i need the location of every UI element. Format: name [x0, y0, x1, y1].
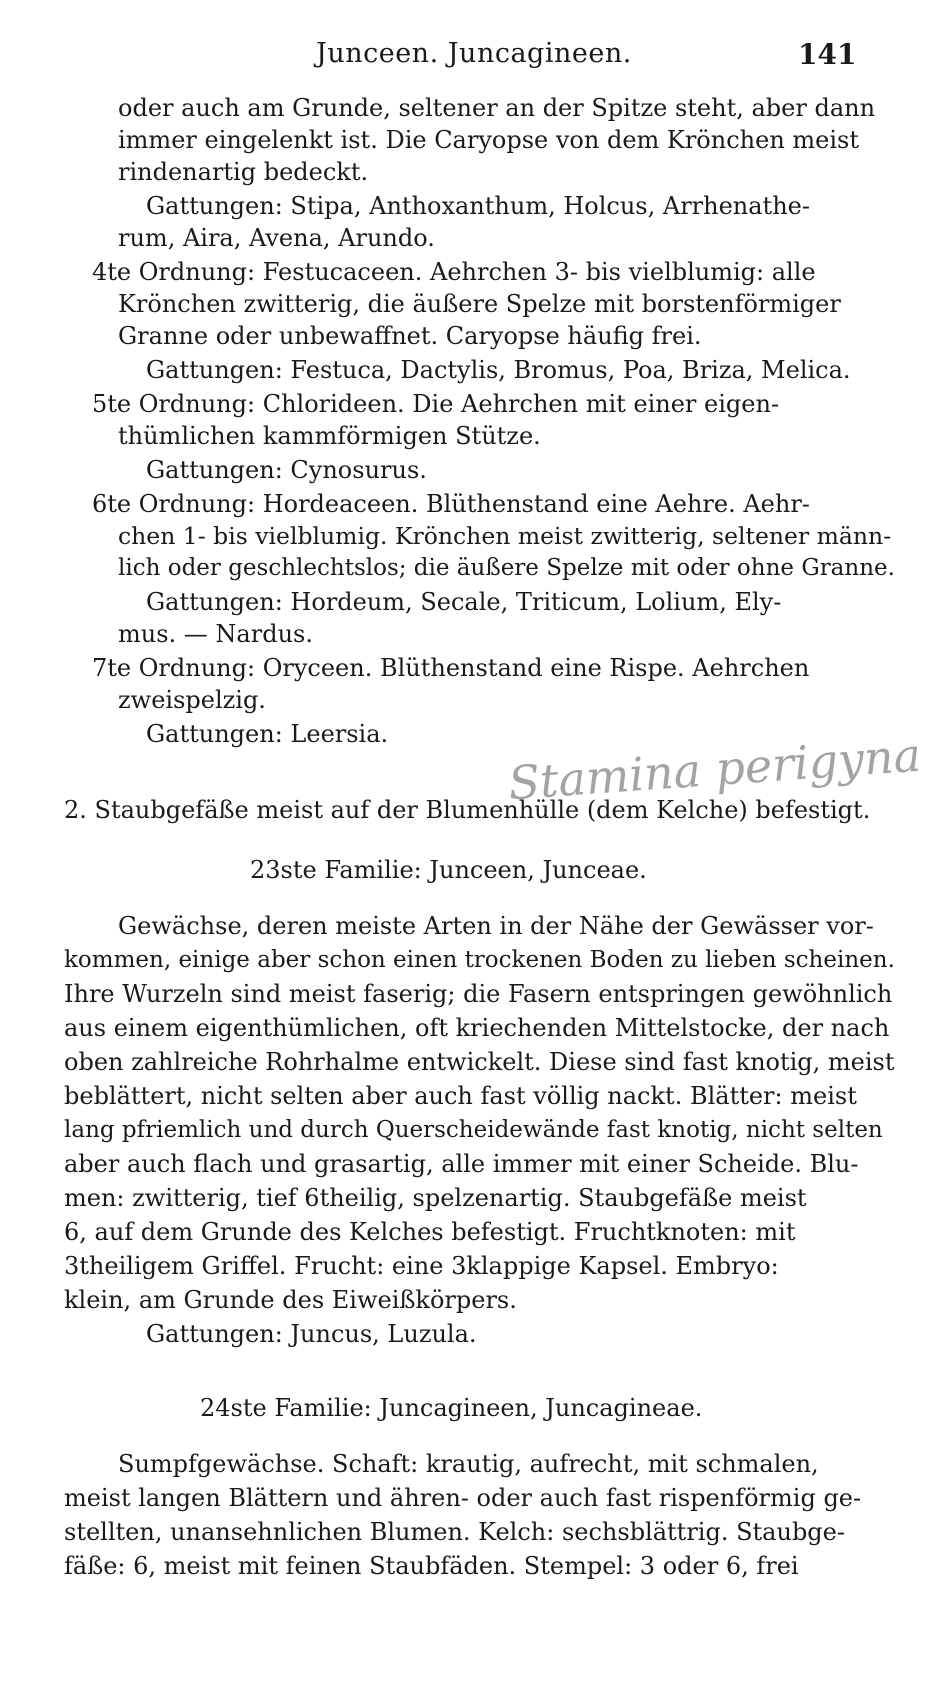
text-line: mus. — Nardus.: [118, 620, 313, 648]
genera-line: Gattungen: Leersia.: [146, 720, 389, 748]
page-number: 141: [798, 38, 857, 71]
text-line: Krönchen zwitterig, die äußere Spelze mit borstenförmiger: [118, 290, 841, 318]
page-header: [0, 38, 930, 78]
text-line: men: zwitterig, tief 6theilig, spelzenartig. Staubgefäße meist: [64, 1184, 807, 1212]
text-line: klein, am Grunde des Eiweißkörpers.: [64, 1286, 517, 1314]
text-line: lang pfriemlich und durch Querscheidewände fast knotig, nicht selten: [64, 1117, 883, 1143]
text-line: stellten, unansehnlichen Blumen. Kelch: sechsblättrig. Staubge-: [64, 1518, 845, 1546]
section-heading: 2. Staubgefäße meist auf der Blumenhülle (dem Kelche) befestigt.: [64, 796, 871, 824]
handwritten-annotation: Stamina perigyna: [506, 727, 923, 811]
order-heading: 5te Ordnung: Chlorideen. Die Aehrchen mit einer eigen-: [92, 390, 780, 418]
text-line: chen 1- bis vielblumig. Krönchen meist zwitterig, seltener männ-: [118, 522, 892, 550]
text-line: thümlichen kammförmigen Stütze.: [118, 422, 541, 450]
genera-line: Gattungen: Stipa, Anthoxanthum, Holcus, Arrhenathe-: [146, 192, 810, 220]
family-heading: 24ste Familie: Juncagineen, Juncagineae.: [200, 1394, 703, 1422]
genera-line: Gattungen: Hordeum, Secale, Triticum, Lolium, Ely-: [146, 588, 782, 616]
text-line: lich oder geschlechtslos; die äußere Spelze mit oder ohne Granne.: [118, 555, 895, 581]
text-line: zweispelzig.: [118, 686, 266, 714]
text-line: rum, Aira, Avena, Arundo.: [118, 224, 435, 252]
running-head: Junceen. Juncagineen.: [316, 38, 632, 69]
text-line: oder auch am Grunde, seltener an der Spitze steht, aber dann: [118, 94, 876, 122]
genera-line: Gattungen: Juncus, Luzula.: [146, 1320, 477, 1348]
text-line: 3theiligem Griffel. Frucht: eine 3klappige Kapsel. Embryo:: [64, 1252, 779, 1280]
order-heading: 6te Ordnung: Hordeaceen. Blüthenstand eine Aehre. Aehr-: [92, 490, 810, 518]
order-heading: 7te Ordnung: Oryceen. Blüthenstand eine Rispe. Aehrchen: [92, 654, 810, 682]
text-line: meist langen Blättern und ähren- oder auch fast rispenförmig ge-: [64, 1484, 862, 1512]
text-line: Sumpfgewächse. Schaft: krautig, aufrecht, mit schmalen,: [118, 1450, 819, 1478]
text-line: oben zahlreiche Rohrhalme entwickelt. Diese sind fast knotig, meist: [64, 1048, 895, 1076]
genera-line: Gattungen: Cynosurus.: [146, 456, 427, 484]
text-line: immer eingelenkt ist. Die Caryopse von dem Krönchen meist: [118, 126, 859, 154]
text-line: beblättert, nicht selten aber auch fast völlig nackt. Blätter: meist: [64, 1082, 857, 1110]
text-line: fäße: 6, meist mit feinen Staubfäden. Stempel: 3 oder 6, frei: [64, 1552, 799, 1580]
text-line: 6, auf dem Grunde des Kelches befestigt. Fruchtknoten: mit: [64, 1218, 796, 1246]
family-heading: 23ste Familie: Junceen, Junceae.: [250, 856, 647, 884]
text-line: Gewächse, deren meiste Arten in der Nähe der Gewässer vor-: [118, 912, 874, 940]
text-line: aus einem eigenthümlichen, oft kriechenden Mittelstocke, der nach: [64, 1014, 890, 1042]
text-line: Ihre Wurzeln sind meist faserig; die Fasern entspringen gewöhnlich: [64, 980, 893, 1008]
genera-line: Gattungen: Festuca, Dactylis, Bromus, Poa, Briza, Melica.: [146, 356, 851, 384]
order-heading: 4te Ordnung: Festucaceen. Aehrchen 3- bis vielblumig: alle: [92, 258, 816, 286]
text-line: aber auch flach und grasartig, alle immer mit einer Scheide. Blu-: [64, 1150, 859, 1178]
text-line: kommen, einige aber schon einen trockenen Boden zu lieben scheinen.: [64, 947, 895, 973]
text-line: rindenartig bedeckt.: [118, 158, 369, 186]
text-line: Granne oder unbewaffnet. Caryopse häufig frei.: [118, 322, 702, 350]
